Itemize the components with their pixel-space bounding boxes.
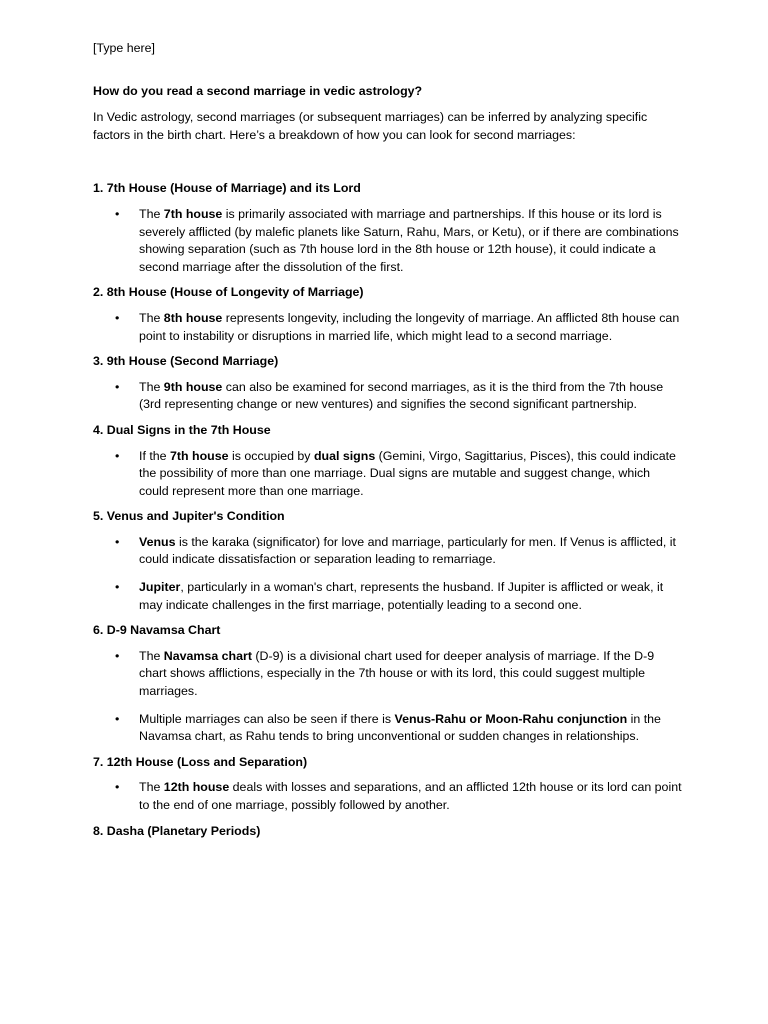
bullet-dot-icon: • (115, 206, 120, 221)
bold-term: 7th house (170, 448, 229, 463)
bullet-list (93, 206, 683, 276)
bullet-dot-icon: • (115, 648, 120, 663)
text-run: Multiple marriages can also be seen if there is (139, 711, 395, 726)
bold-term: Jupiter (139, 580, 181, 595)
bullet-item (93, 534, 683, 569)
bold-term: 7th house (163, 206, 223, 221)
bold-term: dual signs (313, 448, 376, 463)
text-run: The (139, 780, 164, 795)
text-run: If the (139, 448, 170, 463)
bold-term: 8th house (163, 310, 223, 325)
section-heading: 4. Dual Signs in the 7th House (93, 422, 271, 437)
bullet-dot-icon: • (115, 711, 120, 726)
bold-term: Navamsa chart (163, 648, 252, 663)
section-heading: 7. 12th House (Loss and Separation) (93, 754, 308, 769)
bullet-dot-icon: • (115, 534, 120, 549)
bullet-dot-icon: • (115, 310, 120, 325)
bullet-item (93, 579, 683, 614)
bold-term: 12th house (163, 780, 230, 795)
text-run: (D-9) is a divisional chart used for deeper analysis of marriage. If the D-9 chart shows afflictions, especially in the 7th house or with its lord, this could suggest multiple marriages. (139, 648, 655, 699)
section-heading: 8. Dasha (Planetary Periods) (93, 823, 261, 838)
bold-term: 9th house (163, 379, 223, 394)
bold-term: Venus (139, 534, 176, 549)
text-run: deals with losses and separations, and an afflicted 12th house or its lord can point to the end of one marriage, possibly followed by another. (139, 780, 682, 812)
text-run: in the Navamsa chart, as Rahu tends to bring unconventional or sudden changes in relationships. (139, 711, 661, 744)
text-run: (Gemini, Virgo, Sagittarius, Pisces), this could indicate the possibility of more than one marriage. Dual signs are mutable and suggest change, which could represent more than one marriage. (139, 448, 676, 498)
bullet-list (93, 448, 683, 501)
text-run: The (139, 648, 164, 663)
text-run: , particularly in a woman's chart, represents the husband. If Jupiter is afflicted or weak, it may indicate challenges in the first marriage, potentially leading to a second one. (139, 580, 664, 612)
bullet-dot-icon: • (115, 580, 120, 595)
bullet-item (93, 379, 683, 414)
bold-term: Venus-Rahu or Moon-Rahu conjunction (394, 711, 628, 726)
document-page (93, 40, 683, 848)
bullet-item (93, 310, 683, 345)
bullet-dot-icon: • (115, 780, 120, 795)
section-heading: 6. D-9 Navamsa Chart (93, 623, 221, 638)
bullet-item (93, 779, 683, 814)
intro-paragraph: In Vedic astrology, second marriages (or subsequent marriages) can be inferred by analyzing specific factors in the birth chart. Here’s a breakdown of how you can look for second marriages: (93, 110, 648, 142)
bullet-list (93, 534, 683, 614)
bullet-list (93, 379, 683, 414)
document-title: How do you read a second marriage in vedic astrology? (93, 83, 423, 98)
header-placeholder[interactable]: [Type here] (93, 41, 155, 55)
bullet-list (93, 648, 683, 746)
section-heading: 5. Venus and Jupiter's Condition (93, 509, 285, 524)
bullet-list (93, 779, 683, 814)
text-run: represents longevity, including the longevity of marriage. An afflicted 8th house can point to instability or disruptions in married life, which might lead to a second marriage. (139, 310, 680, 343)
section-heading: 1. 7th House (House of Marriage) and its Lord (93, 181, 361, 196)
bullet-item (93, 206, 683, 276)
bullet-item (93, 448, 683, 501)
text-run: is the karaka (significator) for love and marriage, particularly for men. If Venus is afflicted, it could indicate dissatisfaction or separation leading to remarriage. (139, 534, 676, 567)
bullet-list (93, 310, 683, 345)
text-run: The (139, 379, 164, 394)
text-run: is primarily associated with marriage and partnerships. If this house or its lord is severely afflicted (by malefic planets like Saturn, Rahu, Mars, or Ketu), or if there are combinations showing separation (such as 7th house lord in the 8th house or 12th house), it could indicate a second marriage after the dissolution of the first. (139, 206, 679, 274)
section-heading: 2. 8th House (House of Longevity of Marriage) (93, 285, 364, 300)
text-run: The (139, 310, 164, 325)
section-heading: 3. 9th House (Second Marriage) (93, 354, 279, 369)
bullet-item (93, 711, 683, 746)
sections-container (93, 180, 683, 840)
bullet-dot-icon: • (115, 379, 120, 394)
bullet-dot-icon: • (115, 448, 120, 463)
text-run: is occupied by (228, 448, 314, 463)
text-run: can also be examined for second marriages, as it is the third from the 7th house (3rd representing change or new ventures) and signifies the second significant partnership. (139, 379, 664, 412)
bullet-item (93, 648, 683, 701)
text-run: The (139, 206, 164, 221)
